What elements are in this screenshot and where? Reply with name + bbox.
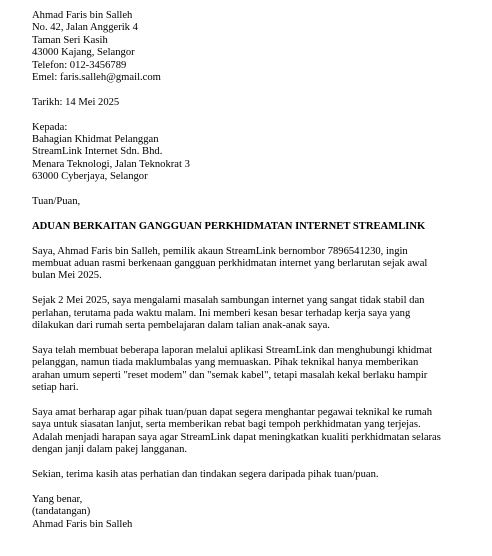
spacer	[32, 233, 472, 245]
sender-name: Ahmad Faris bin Salleh	[32, 10, 133, 21]
paragraph-line: Saya telah membuat beberapa laporan melalui aplikasi StreamLink dan menghubungi khidmat	[32, 344, 433, 356]
sender-address-line: 43000 Kajang, Selangor	[32, 47, 135, 59]
spacer	[32, 332, 472, 344]
recipient-block	[32, 122, 472, 184]
body-paragraph-5	[32, 469, 472, 481]
spacer	[32, 208, 472, 220]
spacer	[32, 283, 472, 295]
recipient-label: Kepada:	[32, 121, 68, 133]
paragraph-line: membuat aduan rasmi berkenaan gangguan perkhidmatan internet yang berlarutan sejak awal	[32, 258, 428, 270]
sender-address-line: No. 42, Jalan Anggerik 4	[32, 22, 138, 34]
spacer	[32, 84, 472, 96]
spacer	[32, 394, 472, 406]
valediction: Yang benar,	[32, 493, 83, 505]
paragraph-line: Sekian, terima kasih atas perhatian dan tindakan segera daripada pihak tuan/puan.	[32, 468, 379, 480]
sender-email: Emel: faris.salleh@gmail.com	[32, 72, 161, 84]
paragraph-line: dengan janji dalam pakej langganan.	[32, 444, 188, 456]
recipient-line: StreamLink Internet Sdn. Bhd.	[32, 146, 163, 158]
paragraph-line: arahan umum seperti "reset modem" dan "semak kabel", tetapi masalah kekal berlaku hampir	[32, 369, 428, 381]
sender-phone: Telefon: 012-3456789	[32, 59, 127, 71]
paragraph-line: Saya, Ahmad Faris bin Salleh, pemilik akaun StreamLink bernombor 7896541230, ingin	[32, 245, 408, 257]
spacer	[32, 109, 472, 121]
paragraph-line: Saya amat berharap agar pihak tuan/puan dapat segera menghantar pegawai teknikal ke rumah	[32, 406, 433, 418]
salutation: Tuan/Puan,	[32, 196, 81, 208]
body-paragraph-4	[32, 407, 472, 457]
spacer	[32, 184, 472, 196]
closing-block	[32, 494, 472, 531]
letter-subject: ADUAN BERKAITAN GANGGUAN PERKHIDMATAN INTERNET STREAMLINK	[32, 220, 426, 232]
signatory-name: Ahmad Faris bin Salleh	[32, 518, 133, 530]
paragraph-line: Sejak 2 Mei 2025, saya mengalami masalah sambungan internet yang sangat tidak stabil dan	[32, 295, 425, 307]
body-paragraph-2	[32, 295, 472, 332]
letter-page	[32, 10, 472, 531]
body-paragraph-3	[32, 345, 472, 395]
paragraph-line: Adalah menjadi harapan saya agar StreamLink dapat meningkatkan kualiti perkhidmatan selaras	[32, 431, 441, 443]
paragraph-line: bulan Mei 2025.	[32, 270, 102, 282]
paragraph-line: dilakukan dari rumah serta pembelajaran dalam talian anak-anak saya.	[32, 320, 330, 332]
paragraph-line: pelanggan, namun tiada maklumbalas yang memuaskan. Pihak teknikal hanya memberikan	[32, 357, 419, 369]
paragraph-line: saya untuk siasatan lanjut, serta memberikan rebat bagi tempoh perkhidmatan yang terjejas.	[32, 419, 421, 431]
signature-note: (tandatangan)	[32, 506, 91, 518]
recipient-line: Menara Teknologi, Jalan Teknokrat 3	[32, 158, 190, 170]
spacer	[32, 481, 472, 493]
sender-block	[32, 10, 472, 84]
body-paragraph-1	[32, 246, 472, 283]
letter-date: Tarikh: 14 Mei 2025	[32, 96, 120, 108]
recipient-line: 63000 Cyberjaya, Selangor	[32, 171, 148, 183]
paragraph-line: perlahan, terutama pada waktu malam. Ini memberi kesan besar terhadap kerja saya yang	[32, 307, 411, 319]
paragraph-line: setiap hari.	[32, 382, 79, 394]
recipient-line: Bahagian Khidmat Pelanggan	[32, 134, 159, 146]
spacer	[32, 457, 472, 469]
sender-address-line: Taman Seri Kasih	[32, 34, 108, 46]
